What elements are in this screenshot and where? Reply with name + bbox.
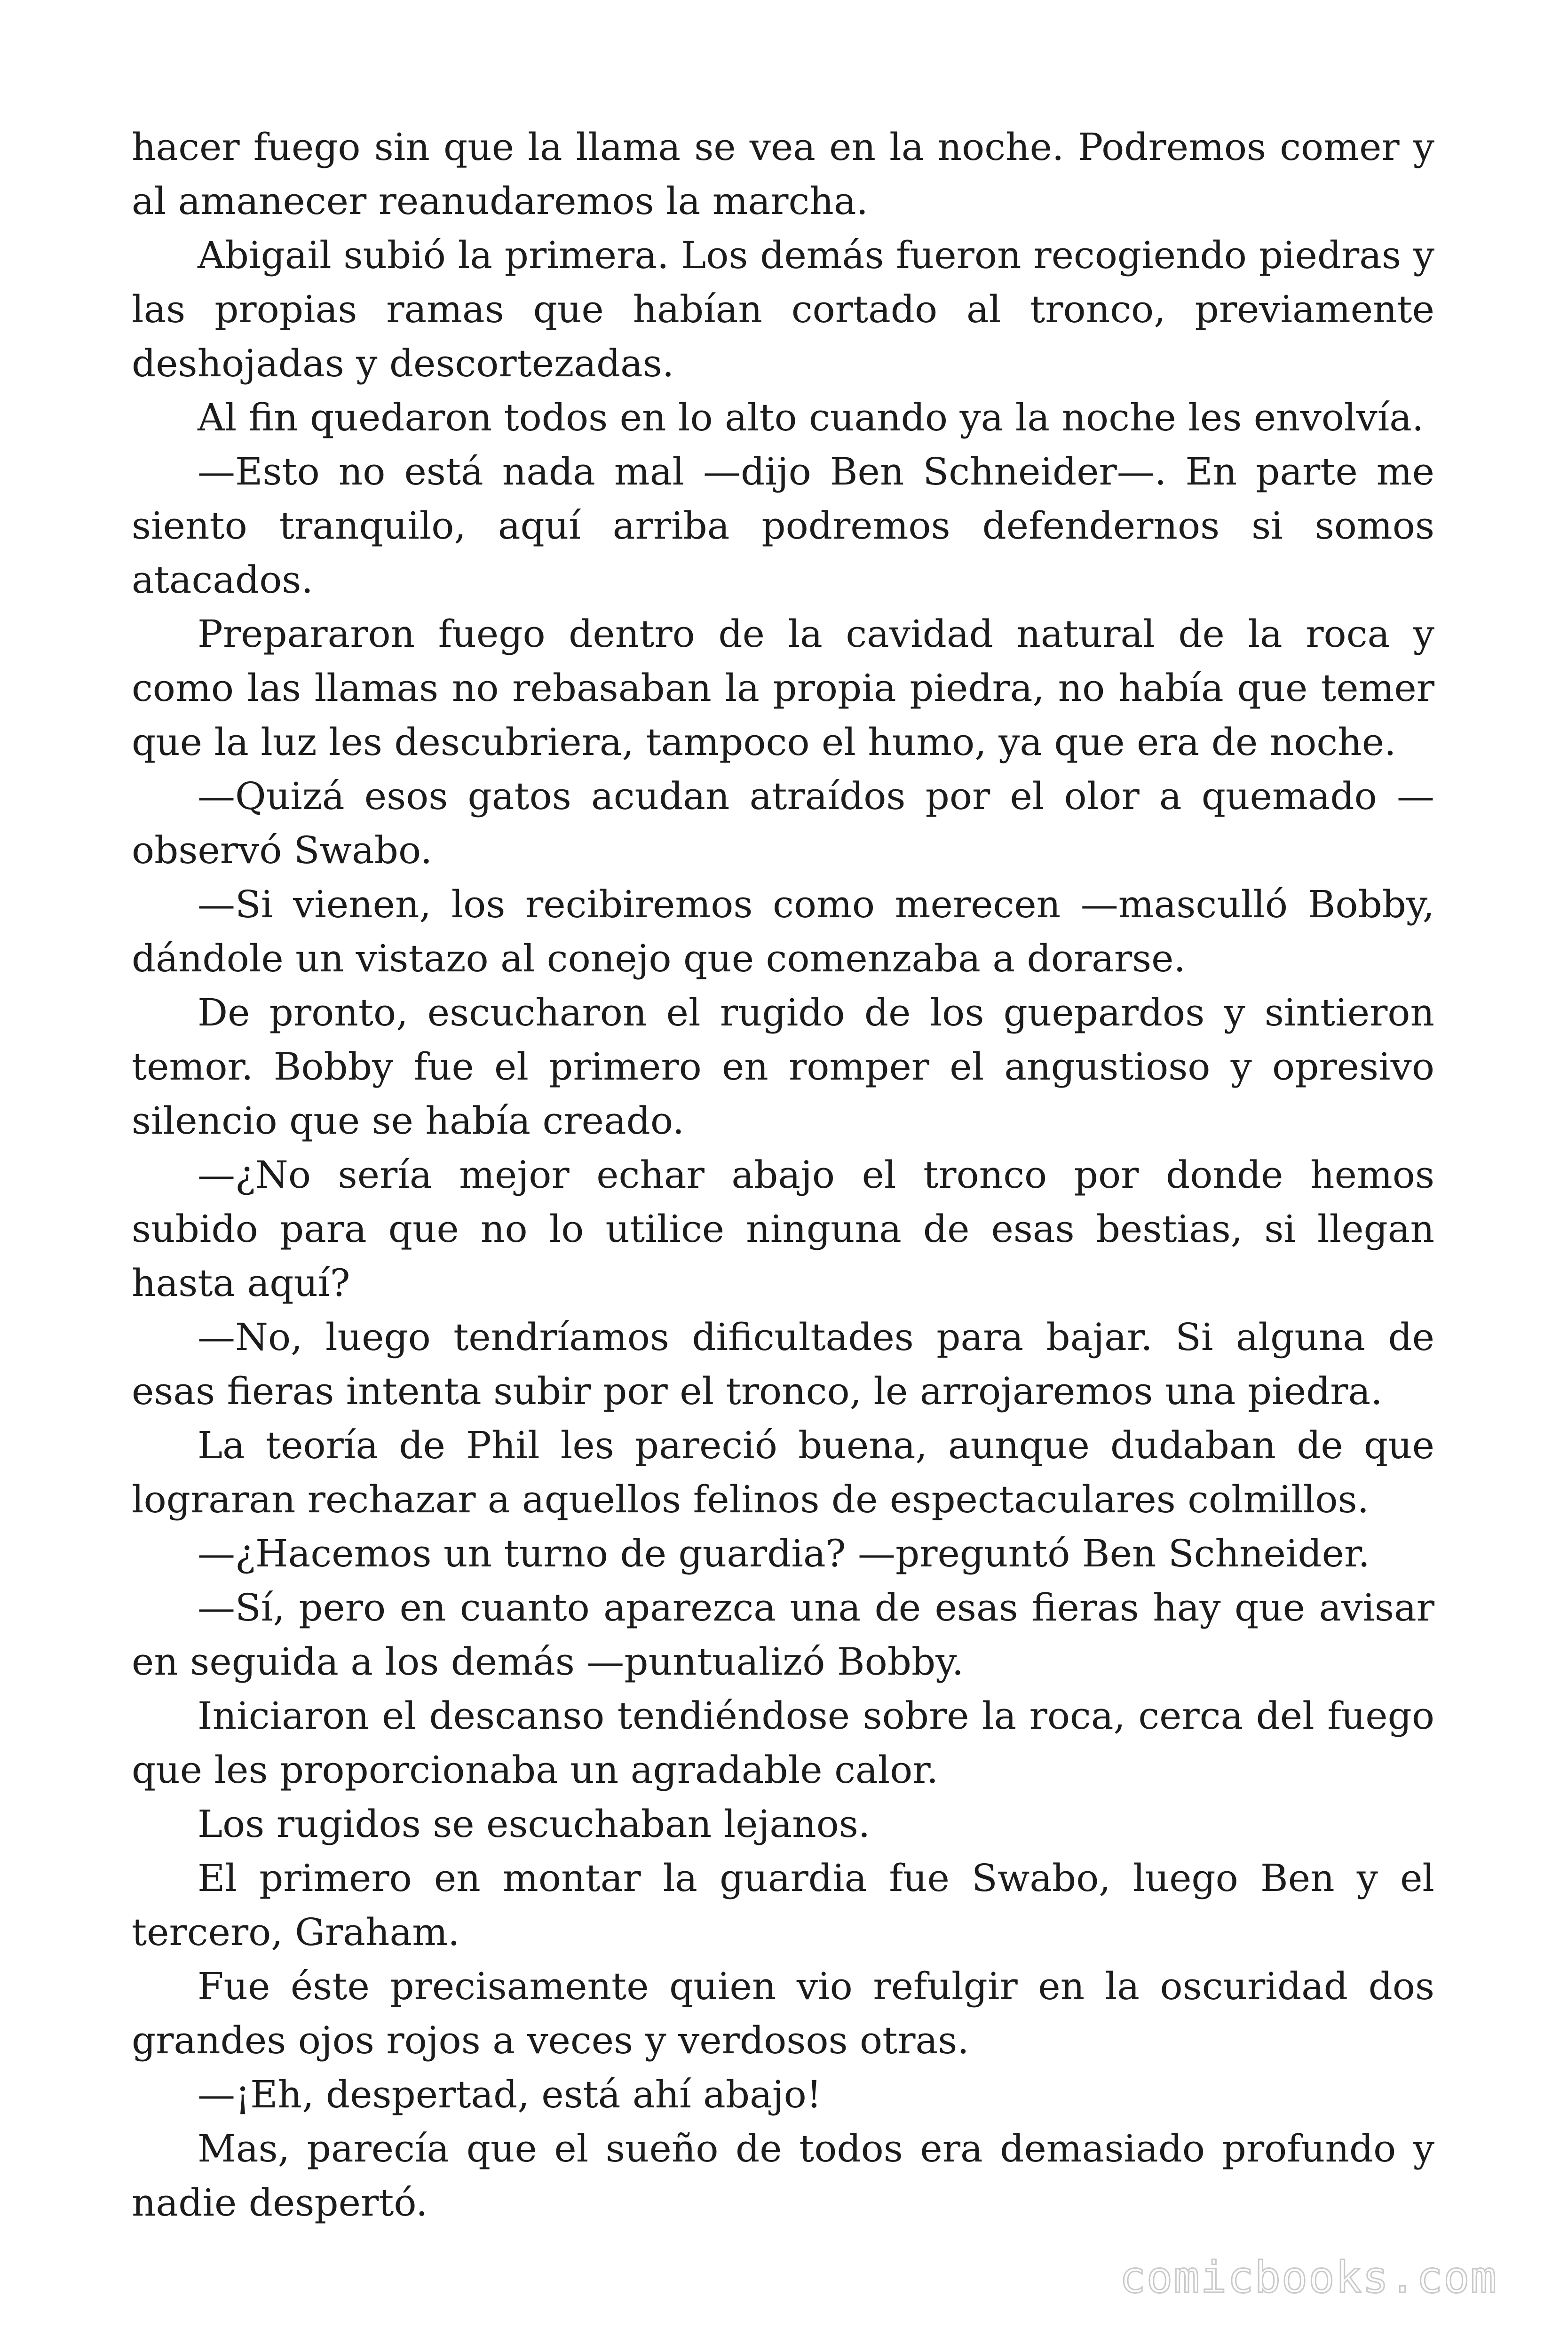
paragraph: —Esto no está nada mal —dijo Ben Schneider—. En parte me siento tranquilo, aquí arriba podremos defendernos si somos atacados. (132, 450, 1434, 602)
paragraph: —¿No sería mejor echar abajo el tronco por donde hemos subido para que no lo utilice ninguna de esas bestias, si llegan hasta aquí? (132, 1153, 1434, 1305)
paragraph: hacer fuego sin que la llama se vea en la noche. Podremos comer y al amanecer reanudaremos la marcha. (132, 125, 1434, 223)
watermark: comicbooks.com (1119, 2252, 1497, 2303)
paragraph: —¿Hacemos un turno de guardia? —preguntó Ben Schneider. (198, 1532, 1370, 1575)
paragraph: —No, luego tendríamos dificultades para bajar. Si alguna de esas fieras intenta subir por el tronco, le arrojaremos una piedra. (132, 1315, 1434, 1413)
paragraph: De pronto, escucharon el rugido de los guepardos y sintieron temor. Bobby fue el primero en romper el angustioso y opresivo silencio que se había creado. (132, 991, 1434, 1143)
paragraph: La teoría de Phil les pareció buena, aunque dudaban de que lograran rechazar a aquellos felinos de espectaculares colmillos. (132, 1423, 1434, 1521)
paragraph: —¡Eh, despertad, está ahí abajo! (198, 2073, 822, 2116)
paragraph: —Si vienen, los recibiremos como merecen —masculló Bobby, dándole un vistazo al conejo que comenzaba a dorarse. (132, 882, 1434, 980)
paragraph: —Sí, pero en cuanto aparezca una de esas fieras hay que avisar en seguida a los demás —puntualizó Bobby. (132, 1586, 1434, 1684)
paragraph: Los rugidos se escuchaban lejanos. (198, 1802, 871, 1846)
paragraph: Fue éste precisamente quien vio refulgir en la oscuridad dos grandes ojos rojos a veces y verdosos otras. (132, 1964, 1434, 2062)
paragraph: Abigail subió la primera. Los demás fueron recogiendo piedras y las propias ramas que habían cortado al tronco, previamente deshojadas y descortezadas. (132, 233, 1434, 385)
paragraph: Iniciaron el descanso tendiéndose sobre la roca, cerca del fuego que les proporcionaba un agradable calor. (132, 1694, 1434, 1792)
paragraph: —Quizá esos gatos acudan atraídos por el olor a quemado — observó Swabo. (132, 774, 1434, 872)
page-body (132, 120, 1434, 2230)
paragraph: El primero en montar la guardia fue Swabo, luego Ben y el tercero, Graham. (132, 1856, 1434, 1954)
paragraph: Prepararon fuego dentro de la cavidad natural de la roca y como las llamas no rebasaban la propia piedra, no había que temer que la luz les descubriera, tampoco el humo, ya que era de noche. (132, 612, 1434, 764)
paragraph: Al fin quedaron todos en lo alto cuando ya la noche les envolvía. (198, 396, 1424, 439)
paragraph: Mas, parecía que el sueño de todos era demasiado profundo y nadie despertó. (132, 2127, 1434, 2225)
